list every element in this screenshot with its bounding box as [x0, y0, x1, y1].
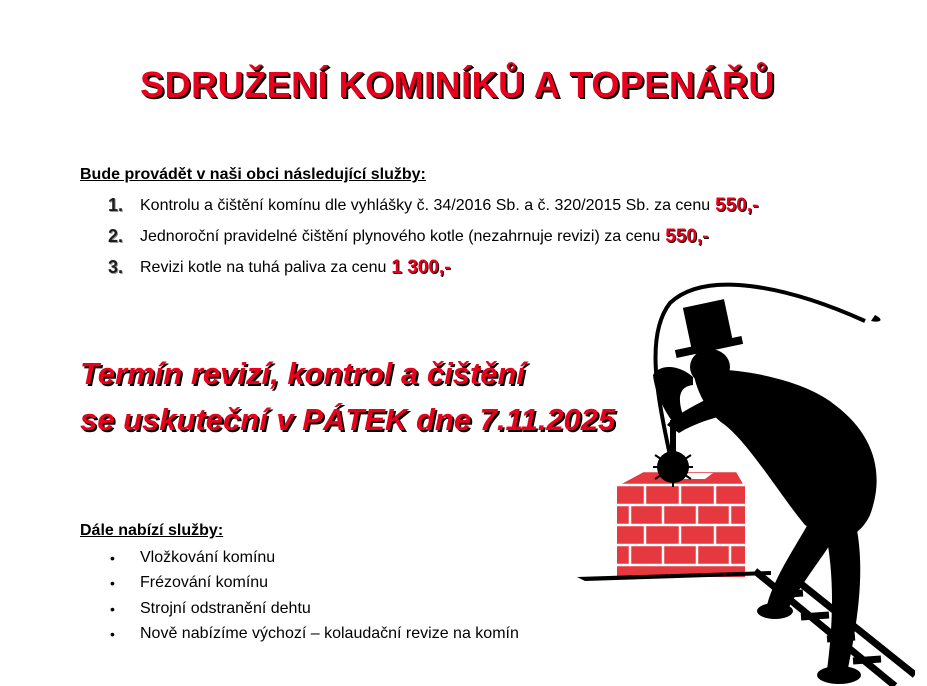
list-number: 1. — [108, 195, 124, 215]
bullet-icon: • — [110, 575, 115, 592]
bullet-icon: • — [110, 549, 115, 566]
list-number: 3. — [108, 257, 124, 277]
services-list — [108, 190, 758, 283]
service-text: Revizi kotle na tuhá paliva za cenu — [140, 258, 387, 276]
extra-services-list — [110, 545, 519, 647]
service-text: Kontrolu a čištění komínu dle vyhlášky č. 34/2016 Sb. a č. 320/2015 Sb. za cenu — [140, 196, 711, 214]
service-price: 550,- — [665, 225, 709, 247]
list-item-text: Nově nabízíme výchozí – kolaudační revize na komín — [140, 625, 519, 643]
announcement-line-1: Termín revizí, kontrol a čištění — [80, 356, 526, 391]
brush-icon — [653, 420, 693, 487]
list-item — [108, 190, 758, 221]
services-heading: Bude provádět v naši obci následující služby: — [80, 166, 426, 183]
announcement-line-2: se uskuteční v PÁTEK dne 7.11.2025 — [80, 402, 616, 437]
list-item — [110, 545, 519, 571]
list-item — [110, 622, 519, 648]
extra-services-heading: Dále nabízí služby: — [80, 522, 224, 539]
list-item — [108, 221, 758, 252]
service-price: 1 300,- — [391, 256, 451, 278]
bullet-icon: • — [110, 626, 115, 643]
page-title: SDRUŽENÍ KOMINÍKŮ A TOPENÁŘŮ — [140, 64, 775, 105]
list-item — [110, 596, 519, 622]
list-item-text: Strojní odstranění dehtu — [140, 599, 311, 617]
list-item-text: Frézování komínu — [140, 574, 269, 592]
chimney-sweep-silhouette-icon — [575, 275, 915, 686]
list-number: 2. — [108, 226, 124, 246]
list-item-text: Vložkování komínu — [140, 548, 276, 566]
bullet-icon: • — [110, 600, 115, 617]
chimney-icon — [617, 471, 745, 577]
service-text: Jednoroční pravidelné čištění plynového kotle (nezahrnuje revizi) za cenu — [140, 227, 661, 245]
service-price: 550,- — [715, 194, 759, 216]
list-item — [110, 571, 519, 597]
